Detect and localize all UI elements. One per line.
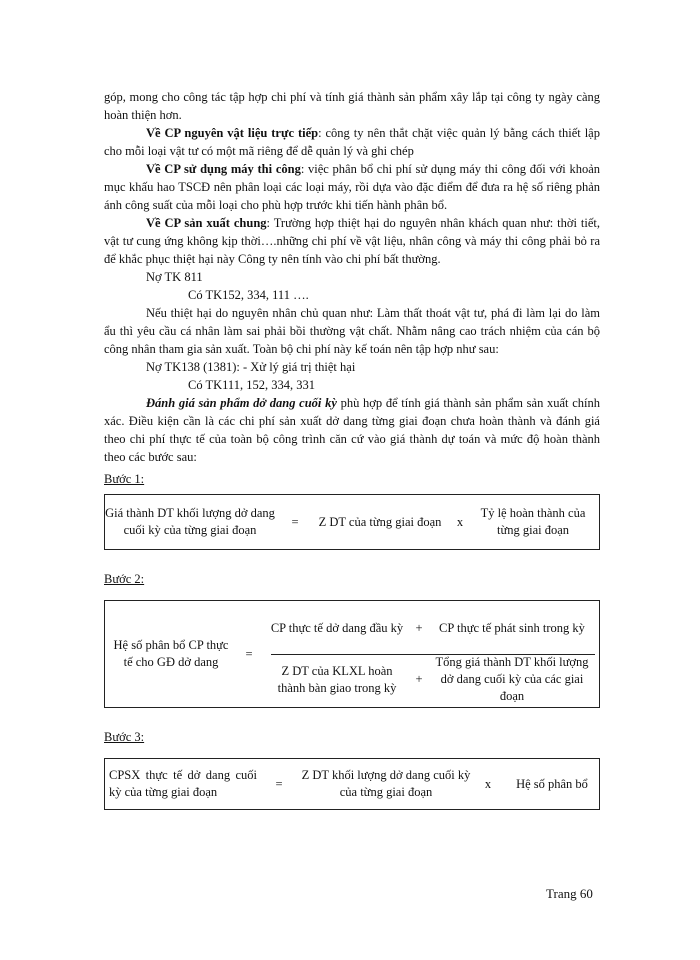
entry-credit-111: Có TK111, 152, 334, 331 [188,378,315,392]
step1-mid: Z DT của từng giai đoạn [318,514,442,529]
heading-material-cost: Về CP nguyên vật liệu trực tiếp [146,126,319,140]
step2-left: Hệ số phân bổ CP thực tế cho GĐ dở dang [113,638,229,669]
step1-formula-box [104,494,600,550]
step2-den-plus: + [415,672,423,686]
step2-den-a: Z DT của KLXL hoàn thành bàn giao trong kỳ [277,663,397,695]
step1-label: Bước 1: [104,472,145,486]
entry-credit-152: Có TK152, 334, 111 …. [188,288,309,302]
step3-label: Bước 3: [104,730,145,744]
heading-machine-cost: Về CP sử dụng máy thi công [146,162,301,176]
step2-num-plus: + [415,621,423,635]
paragraph-material-cost: Về CP nguyên vật liệu trực tiếp: công ty nên thắt chặt việc quản lý bằng cách thiết lập cho mỗi loại vật tư có một mã riêng để dễ quản lý và ghi chép [104,126,600,158]
step1-right: Tỷ lệ hoàn thành của từng giai đoạn [480,506,586,537]
step1-equals: = [291,514,299,529]
paragraph-machine-cost: Về CP sử dụng máy thi công: việc phân bổ chi phí sử dụng máy thi công đối với khoản mục khấu hao TSCĐ nên phân loại các loại máy, rồi dựa vào đặc điểm để đưa ra hệ số riêng phản ánh công suất của mỗi loại cho phù hợp trước khi tiến hành phân bổ. [104,162,600,212]
step3-right: Hệ số phân bổ [516,776,588,791]
step2-equals: = [245,646,253,661]
step1-multiply: x [456,514,464,529]
step3-equals: = [275,776,283,791]
document-body [104,88,600,810]
step2-formula-box [104,600,600,708]
entry-debit-811: Nợ TK 811 [146,270,203,284]
paragraph-wip-valuation: Đánh giá sản phẩm dở dang cuối kỳ phù hợp để tính giá thành sản phẩm sản xuất chính xác. Điều kiện cần là các chi phí sản xuất dở dang từng giai đoạn chưa hoàn thành và đánh giá theo chi phí thực tế của toàn bộ công trình căn cứ vào giá thành dự toán và mức độ hoàn thành theo các bước sau: [104,396,600,464]
step2-num-b: CP thực tế phát sinh trong kỳ [439,621,585,635]
step2-denominator [267,655,599,705]
paragraph-subjective-loss: Nếu thiệt hại do nguyên nhân chủ quan như: Làm thất thoát vật tư, phá đi làm lại do làm ẩu thì yêu cầu cá nhân làm sai phải bồi thường vật chất. Nhằm nâng cao trách nhiệm của cán bộ công nhân tham gia sản xuất. Toàn bộ chi phí này kế toán nên tập hợp như sau: [104,306,600,356]
step3-mid: Z DT khối lượng dở dang cuối kỳ của từng giai đoạn [301,768,471,799]
step1-left: Giá thành DT khối lượng dở dang cuối kỳ của từng giai đoạn [105,506,275,537]
step2-num-a: CP thực tế dở dang đầu kỳ [270,621,404,635]
heading-general-cost: Về CP sản xuất chung [146,216,267,230]
step3-formula-box [104,758,600,810]
step2-numerator [267,604,599,654]
step3-multiply: x [484,776,492,791]
heading-wip-valuation: Đánh giá sản phẩm dở dang cuối kỳ [146,396,337,410]
paragraph-intro: góp, mong cho công tác tập hợp chi phí và tính giá thành sản phẩm xây lắp tại công ty ngày càng hoàn thiện hơn. [104,90,600,122]
step2-fraction [267,604,599,705]
paragraph-general-cost: Về CP sản xuất chung: Trường hợp thiệt hại do nguyên nhân khách quan như: thời tiết, vật tư cung ứng không kịp thời….những chi phí về vật liệu, nhân công và máy thi công phải bỏ ra để khắc phục thiệt hại này Công ty nên tính vào chi phí bất thường. [104,216,600,266]
page-number: Trang 60 [546,886,593,901]
step3-left: CPSX thực tế dở dang cuối kỳ của từng giai đoạn [109,768,257,799]
entry-debit-138: Nợ TK138 (1381): - Xử lý giá trị thiệt hại [146,360,356,374]
step2-label: Bước 2: [104,572,145,586]
step2-den-b: Tổng giá thành DT khối lượng dở dang cuối kỳ của các giai đoạn [435,655,589,703]
